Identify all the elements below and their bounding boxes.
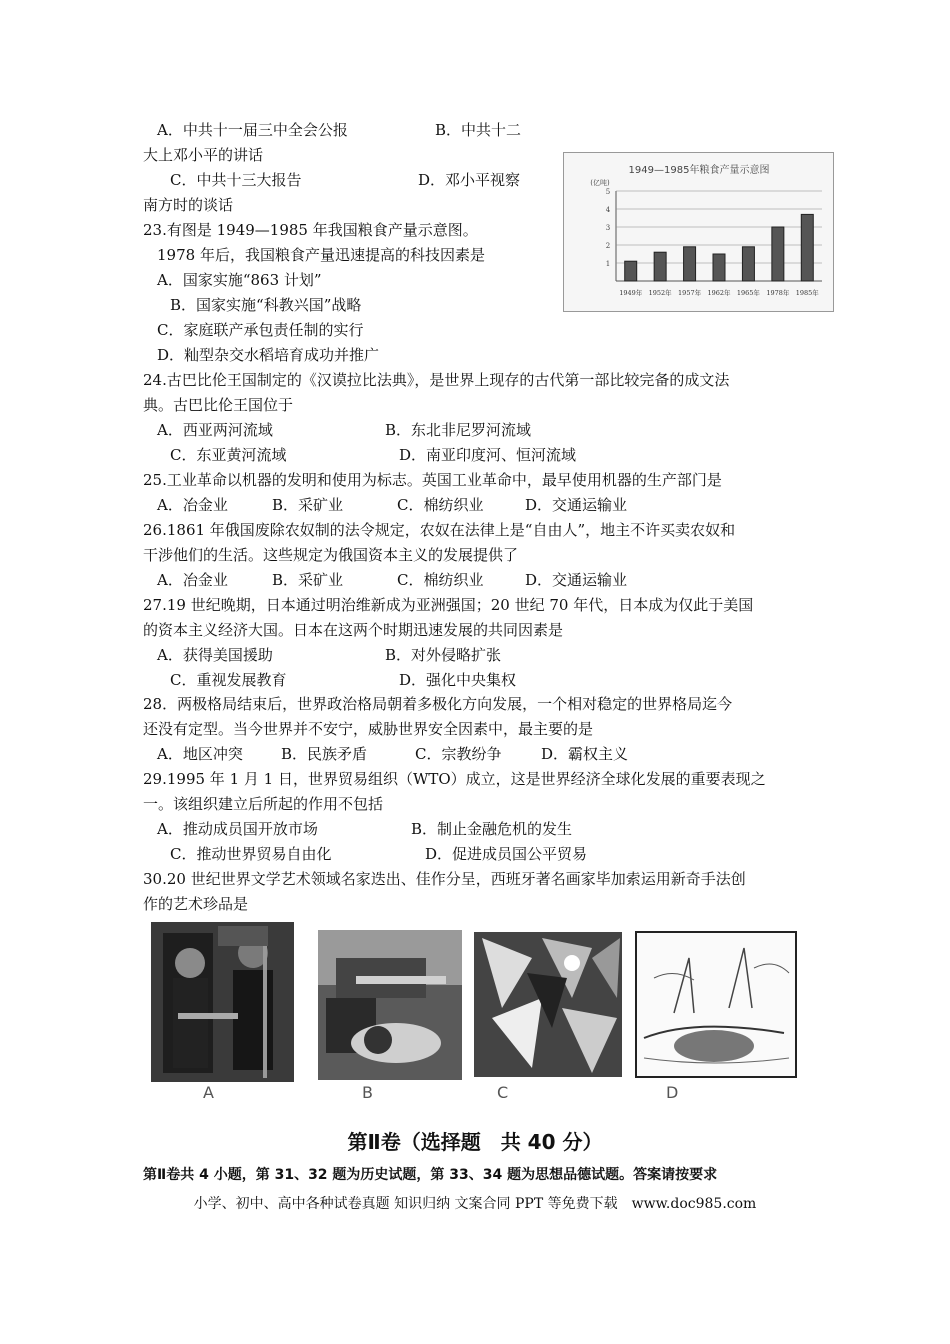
q27-stem-cont: 的资本主义经济大国。日本在这两个时期迅速发展的共同因素是 [143, 621, 564, 639]
painting-d-image [634, 918, 800, 1103]
section-title: 第Ⅱ卷（选择题 共 40 分） [347, 1130, 603, 1154]
chart-x-tick-label: 1965年 [736, 289, 760, 297]
q22-option-d: D．邓小平视察 [418, 171, 521, 189]
q23-option-d: D．籼型杂交水稻培育成功并推广 [157, 346, 380, 364]
q28-option-c: C．宗教纷争 [415, 745, 502, 763]
chart-bar [742, 247, 754, 281]
section-note: 第Ⅱ卷共 4 小题，第 31、32 题为历史试题，第 33、34 题为思想品德试题。答案请按要求 [143, 1167, 718, 1183]
q24-option-d: D．南亚印度河、恒河流域 [399, 446, 577, 464]
q24-option-b: B．东北非尼罗河流域 [385, 421, 532, 439]
chart-y-tick-label: 3 [605, 224, 611, 232]
q28-stem: 28．两极格局结束后，世界政治格局朝着多极化方向发展，一个相对稳定的世界格局迄今 [143, 695, 733, 713]
chart-y-tick-label: 2 [605, 242, 611, 250]
chart-x-tick-label: 1978年 [766, 289, 790, 297]
q22-option-a: A．中共十一届三中全会公报 [157, 121, 348, 139]
chart-svg [564, 153, 833, 311]
painting-a-label: A [203, 1083, 214, 1102]
q27-option-b: B．对外侵略扩张 [385, 646, 502, 664]
chart-x-tick-label: 1949年 [619, 289, 643, 297]
q26-option-c: C．棉纺织业 [397, 571, 484, 589]
q28-stem-cont: 还没有定型。当今世界并不安宁，威胁世界安全因素中，最主要的是 [143, 720, 594, 738]
q29-option-b: B．制止金融危机的发生 [411, 820, 573, 838]
q24-option-c: C．东亚黄河流域 [170, 446, 287, 464]
chart-x-tick-label: 1962年 [707, 289, 731, 297]
painting-a-image [148, 918, 298, 1103]
q22-option-b-cont: 大上邓小平的讲话 [143, 146, 264, 164]
chart-bar [772, 227, 784, 281]
q24-stem-cont: 典。古巴比伦王国位于 [143, 396, 294, 414]
q28-option-d: D．霸权主义 [541, 745, 629, 763]
q25-option-a: A．冶金业 [157, 496, 228, 514]
chart-x-tick-label: 1952年 [648, 289, 672, 297]
q28-option-b: B．民族矛盾 [281, 745, 368, 763]
chart-y-tick-label: 4 [605, 206, 611, 214]
q29-stem: 29.1995 年 1 月 1 日，世界贸易组织（WTO）成立，这是世界经济全球化发展的重要表现之 [143, 770, 766, 788]
q29-stem-cont: 一。该组织建立后所起的作用不包括 [143, 795, 384, 813]
q25-option-c: C．棉纺织业 [397, 496, 484, 514]
q26-stem: 26.1861 年俄国废除农奴制的法令规定，农奴在法律上是“自由人”，地主不许买卖农奴和 [143, 521, 736, 539]
q27-stem: 27.19 世纪晚期，日本通过明治维新成为亚洲强国；20 世纪 70 年代，日本成为仅此于美国 [143, 596, 754, 614]
grain-output-chart [563, 152, 834, 312]
q26-option-d: D．交通运输业 [525, 571, 628, 589]
q28-option-a: A．地区冲突 [157, 745, 243, 763]
q22-option-d-cont: 南方时的谈话 [143, 196, 234, 214]
q30-stem: 30.20 世纪世界文学艺术领域名家迭出、佳作分呈，西班牙著名画家毕加索运用新奇手法创 [143, 870, 746, 888]
q29-option-a: A．推动成员国开放市场 [157, 820, 318, 838]
q26-option-a: A．冶金业 [157, 571, 228, 589]
chart-y-tick-label: 1 [605, 260, 611, 268]
q30-stem-cont: 作的艺术珍品是 [143, 895, 249, 913]
painting-b-image [316, 918, 464, 1103]
q23-option-b: B．国家实施“科教兴国”战略 [170, 296, 362, 314]
footer-text: 小学、初中、高中各种试卷真题 知识归纳 文案合同 PPT 等免费下载 www.doc985.com [193, 1196, 757, 1212]
q22-option-c: C．中共十三大报告 [170, 171, 302, 189]
chart-bar [625, 261, 637, 281]
q23-stem-cont: 1978 年后，我国粮食产量迅速提高的科技因素是 [157, 246, 485, 264]
chart-bar [654, 252, 666, 281]
q25-option-b: B．采矿业 [272, 496, 344, 514]
chart-ylabel: (亿吨) [590, 179, 610, 187]
q24-option-a: A．西亚两河流域 [157, 421, 273, 439]
q23-option-c: C．家庭联产承包责任制的实行 [157, 321, 364, 339]
chart-bar [684, 247, 696, 281]
q27-option-d: D．强化中央集权 [399, 671, 517, 689]
q23-stem: 23.有图是 1949—1985 年我国粮食产量示意图。 [143, 221, 478, 239]
painting-b-label: B [362, 1083, 373, 1102]
painting-c-label: C [497, 1083, 509, 1102]
chart-bar [801, 214, 813, 281]
q24-stem: 24.古巴比伦王国制定的《汉谟拉比法典》，是世界上现存的古代第一部比较完备的成文法 [143, 371, 730, 389]
painting-c-image [472, 918, 625, 1103]
chart-y-tick-label: 5 [605, 188, 611, 196]
q27-option-c: C．重视发展教育 [170, 671, 287, 689]
q26-stem-cont: 干涉他们的生活。这些规定为俄国资本主义的发展提供了 [143, 546, 519, 564]
q25-stem: 25.工业革命以机器的发明和使用为标志。英国工业革命中，最早使用机器的生产部门是 [143, 471, 722, 489]
q25-option-d: D．交通运输业 [525, 496, 628, 514]
q29-option-c: C．推动世界贸易自由化 [170, 845, 332, 863]
chart-bar [713, 254, 725, 281]
q27-option-a: A．获得美国援助 [157, 646, 273, 664]
chart-x-tick-label: 1957年 [678, 289, 702, 297]
chart-x-tick-label: 1985年 [795, 289, 819, 297]
q29-option-d: D．促进成员国公平贸易 [425, 845, 588, 863]
q23-option-a: A．国家实施“863 计划” [157, 271, 322, 289]
q26-option-b: B．采矿业 [272, 571, 344, 589]
chart-title: 1949—1985年粮食产量示意图 [628, 165, 770, 176]
painting-d-label: D [666, 1083, 679, 1102]
q22-option-b: B．中共十二 [435, 121, 522, 139]
